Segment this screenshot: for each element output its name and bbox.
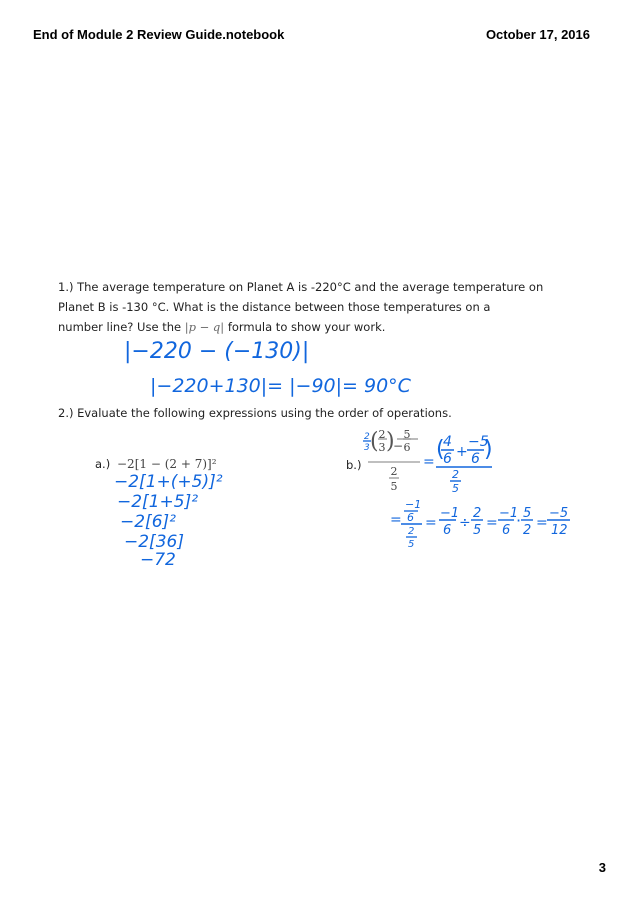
svg-text:5: 5 <box>473 523 482 538</box>
svg-text:(: ( <box>370 429 379 454</box>
part-b-den-c: 5 <box>390 480 398 493</box>
svg-text:2: 2 <box>452 468 459 481</box>
page-date: October 17, 2016 <box>485 27 590 42</box>
svg-text:3: 3 <box>364 443 370 453</box>
q1-formula: |p − q| <box>184 320 225 334</box>
svg-text:4: 4 <box>443 434 452 450</box>
part-a-expression: −2[1 − (2 + 7)]² <box>117 457 217 471</box>
svg-text:6: 6 <box>443 523 452 538</box>
svg-text:+: + <box>456 444 468 460</box>
q1-line-3-start: number line? Use the <box>58 320 182 334</box>
q1-line-1: 1.) The average temperature on Planet A is -220°C and the average temperature on <box>58 280 544 294</box>
q2-prompt: 2.) Evaluate the following expressions using the order of operations. <box>58 406 452 420</box>
part-a-work-line-1: −2[1+(+5)]² <box>114 472 223 492</box>
part-b-den-b: 6 <box>403 441 411 454</box>
part-b-den-a: 3 <box>378 441 386 454</box>
svg-text:2: 2 <box>523 523 532 538</box>
svg-text:2: 2 <box>408 526 415 537</box>
svg-text:·: · <box>516 511 522 530</box>
page-number: 3 <box>598 860 606 875</box>
svg-text:−1: −1 <box>499 506 519 521</box>
svg-text:−5: −5 <box>549 506 569 521</box>
svg-text:2: 2 <box>473 506 482 521</box>
svg-text:5: 5 <box>408 539 415 550</box>
part-a-label: a.) <box>95 457 111 471</box>
svg-text:): ) <box>386 429 395 454</box>
svg-text:−1: −1 <box>405 498 422 511</box>
svg-text:−1: −1 <box>440 506 460 521</box>
svg-text:2: 2 <box>364 432 370 442</box>
svg-text:=: = <box>486 515 498 531</box>
svg-text:=: = <box>425 515 437 531</box>
svg-text:−5: −5 <box>468 434 489 450</box>
part-a-work-line-2: −2[1+5]² <box>117 492 199 512</box>
q1-line-2: Planet B is -130 °C. What is the distance between those temperatures on a <box>58 300 491 314</box>
q1-line-3-end: formula to show your work. <box>227 320 386 334</box>
svg-text:=: = <box>390 512 402 528</box>
svg-text:6: 6 <box>407 511 414 524</box>
svg-text:÷: ÷ <box>459 515 471 531</box>
svg-text:6: 6 <box>471 451 480 467</box>
part-b-num-c: 2 <box>390 465 398 478</box>
svg-text:=: = <box>423 454 435 470</box>
svg-text:5: 5 <box>523 506 532 521</box>
part-a-work-line-3: −2[6]² <box>120 512 176 532</box>
q1-work-line-1: |−220 − (−130)| <box>124 339 310 364</box>
notebook-title: End of Module 2 Review Guide.notebook <box>33 27 285 42</box>
svg-text:5: 5 <box>452 482 459 495</box>
q1-work-line-2: |−220+130|= |−90|= 90°C <box>150 375 411 397</box>
svg-text:6: 6 <box>502 523 511 538</box>
svg-text:=: = <box>536 515 548 531</box>
part-b-num-b: 5 <box>403 428 411 441</box>
part-a-work-line-5: −72 <box>140 550 176 570</box>
svg-text:6: 6 <box>443 451 452 467</box>
part-b-label: b.) <box>346 458 362 472</box>
part-a-work-line-4: −2[36] <box>124 532 184 552</box>
svg-text:(: ( <box>436 437 445 462</box>
part-b-num-a: 2 <box>378 428 386 441</box>
part-b-minus: − <box>393 439 404 453</box>
svg-text:): ) <box>484 437 493 462</box>
svg-text:12: 12 <box>551 523 568 538</box>
